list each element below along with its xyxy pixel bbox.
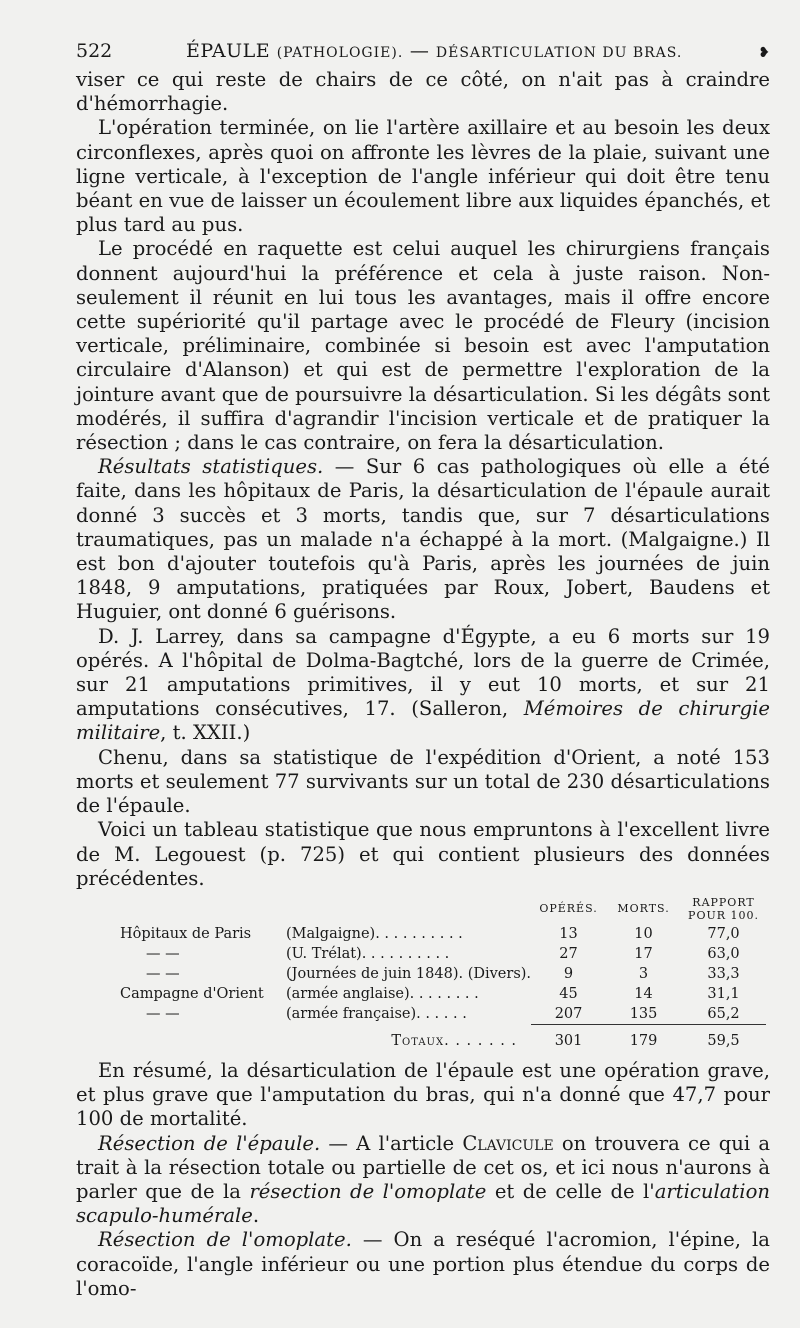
total-label: Totaux. . . . . . .	[391, 1032, 518, 1049]
running-title	[186, 40, 750, 62]
page-number: 522	[76, 40, 113, 62]
total-rapport: 59,5	[707, 1032, 740, 1049]
col-morts: MORTS.	[617, 902, 670, 916]
paragraph-ligature: L'opération terminée, on lie l'artère axillaire et au besoin les deux circonflexes, après quoi on affronte les lèvres de la plaie, suivant une ligne verticale, à l'exception de l'angle inférieur qui doit être tenu béant en vue de laisser un écoulement libre aux liquides épanchés, et plus tard au pus.	[76, 116, 770, 237]
table-row: Campagne d'Orient (armée anglaise). . . . . . . . 45 14 31,1	[120, 985, 740, 1002]
clavicule-ref: Clavicule	[462, 1131, 554, 1155]
header-subtitle: (PATHOLOGIE).	[276, 45, 404, 61]
table-row: Hôpitaux de Paris (Malgaigne). . . . . . . . . . 13 10 77,0	[120, 925, 740, 942]
paragraph-chenu: Chenu, dans sa statistique de l'expédition d'Orient, a noté 153 morts et seulement 77 survivants sur un total de 230 désarticulations de l'épaule.	[76, 745, 770, 818]
paragraph-voici: Voici un tableau statistique que nous empruntons à l'excellent livre de M. Legouest (p. 725) et qui contient plusieurs des données précédentes.	[76, 818, 770, 890]
decorative-mark-icon: ❥	[758, 45, 770, 61]
larrey-end: , t. XXII.)	[160, 721, 251, 745]
paragraph-continued: viser ce qui reste de chairs de ce côté, on n'ait pas à craindre d'hémorrhagie.	[76, 68, 770, 116]
paragraph-resultats	[76, 455, 770, 624]
total-morts: 179	[629, 1032, 658, 1049]
paragraph-resection-epaule: Résection de l'épaule. — A l'article Clavicule on trouvera ce qui a trait à la résection totale ou partielle de cet os, et ici nous n'aurons à parler que de la résection de l'omoplate et de celle de l'articulation scapulo-humérale.	[76, 1131, 771, 1228]
table-row: — — (armée française). . . . . . 207 135 65,2	[120, 1004, 766, 1025]
header-section: DÉSARTICULATION DU BRAS.	[435, 45, 683, 61]
larrey-italic: Mémoires de chirurgie militaire	[76, 697, 770, 745]
statistics-table	[120, 895, 766, 1051]
header-dash: —	[409, 40, 430, 62]
header-title: ÉPAULE	[186, 40, 271, 62]
paragraph-resection-omoplate: Résection de l'omoplate. — On a reséqué l'acromion, l'épine, la coracoïde, l'angle inférieur ou une portion plus étendue du corps de l'omo-	[76, 1228, 770, 1300]
paragraph-raquette: Le procédé en raquette est celui auquel les chirurgiens français donnent aujourd'hui la préférence et cela à juste raison. Non-seulement il réunit en lui tous les avantages, mais il offre encore cette supériorité qu'il partage avec le procédé de Fleury (incision verticale, préliminaire, combinée si besoin est avec l'amputation circulaire d'Alanson) et qui est de permettre l'exploration de la jointure avant que de poursuivre la désarticulation. Si les dégâts sont modérés, il suffira d'agrandir l'incision verticale et de pratiquer la résection ; dans le cas contraire, on fera la désarticulation.	[76, 237, 770, 455]
table-row: — — (Journées de juin 1848). (Divers). 9 3 33,3	[146, 965, 740, 982]
resultats-heading: Résultats statistiques.	[98, 455, 324, 479]
resultats-text: — Sur 6 cas pathologiques où elle a été faite, dans les hôpitaux de Paris, la désarticulation de l'épaule aurait donné 3 succès et 3 morts, tandis que, sur 7 désarticulations traumatiques, pas un malade n'a échappé à la mort. (Malgaigne.) Il est bon d'ajouter toutefois qu'à Paris, après les journées de juin 1848, 9 amputations, pratiquées par Roux, Jobert, Baudens et Huguier, ont donné 6 guérisons.	[76, 455, 770, 624]
running-header	[76, 40, 770, 62]
paragraph-resume: En résumé, la désarticulation de l'épaule est une opération grave, et plus grave que l'amputation du bras, qui n'a donné que 47,7 pour 100 de mortalité.	[76, 1058, 770, 1131]
table-row: — — (U. Trélat). . . . . . . . . . 27 17 63,0	[146, 945, 740, 962]
table-total-row	[120, 1024, 766, 1051]
larrey-text: D. J. Larrey, dans sa campagne d'Égypte, a eu 6 morts sur 19 opérés. A l'hôpital de Dolma-Bagtché, lors de la guerre de Crimée, sur 21 amputations primitives, il y eut 10 morts, et sur 21 amputations consécutives, 17. (Salleron,	[76, 624, 770, 721]
resection-omoplate-heading: Résection de l'omoplate.	[98, 1228, 352, 1252]
total-operes: 301	[554, 1032, 583, 1049]
col-rapport: RAPPORT POUR 100.	[688, 895, 760, 922]
resection-epaule-heading: Résection de l'épaule.	[98, 1131, 321, 1155]
table-header-row	[120, 895, 766, 924]
col-operes: OPÉRÉS.	[539, 902, 598, 916]
paragraph-larrey	[76, 625, 770, 746]
